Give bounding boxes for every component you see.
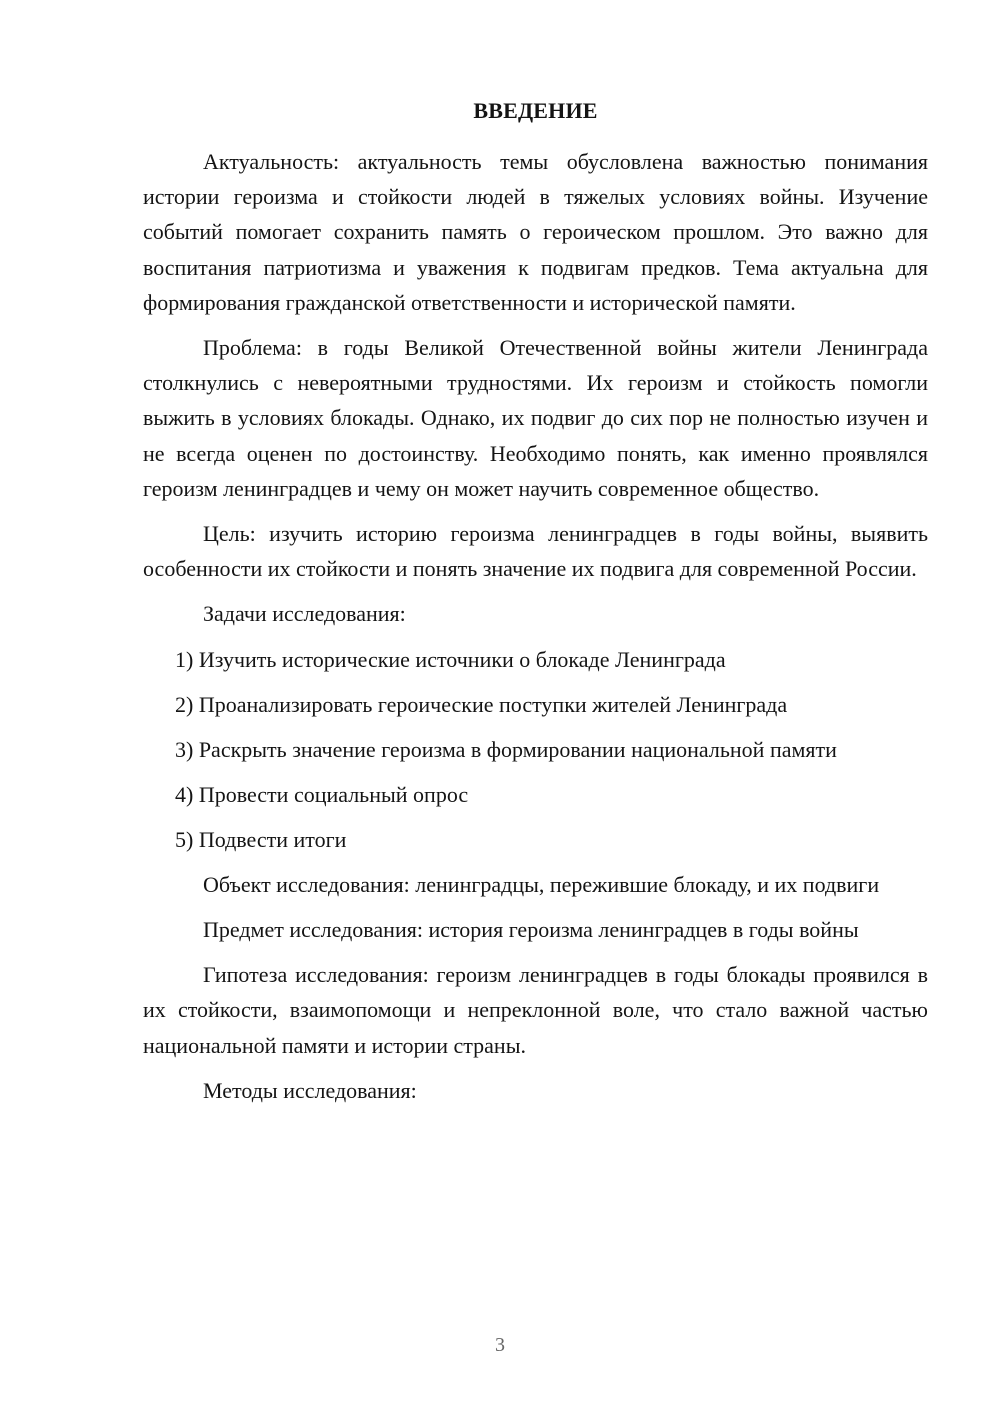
page-title: ВВЕДЕНИЕ — [473, 98, 598, 123]
task-item-4: 4) Провести социальный опрос — [175, 781, 469, 807]
methods-heading: Методы исследования: — [203, 1077, 417, 1103]
page-number: 3 — [495, 1334, 505, 1356]
paragraph-object: Объект исследования: ленинградцы, пережившие блокаду, и их подвиги — [203, 871, 880, 897]
page-content — [143, 96, 928, 1118]
task-item-2: 2) Проанализировать героические поступки жителей Ленинграда — [175, 691, 788, 717]
paragraph-relevance: Актуальность: актуальность темы обусловлена важностью понимания истории героизма и стойкости людей в тяжелых условиях войны. Изучение событий помогает сохранить память о героическом прошлом. Это важно для воспитания патриотизма и уважения к подвигам предков. Тема актуальна для формирования гражданской ответственности и исторической памяти. — [143, 149, 928, 315]
task-item-1: 1) Изучить исторические источники о блокаде Ленинграда — [175, 646, 726, 672]
task-item-3: 3) Раскрыть значение героизма в формировании национальной памяти — [175, 736, 837, 762]
paragraph-hypothesis: Гипотеза исследования: героизм ленинградцев в годы блокады проявился в их стойкости, взаимопомощи и непреклонной воле, что стало важной частью национальной памяти и истории страны. — [143, 962, 928, 1058]
task-item-5: 5) Подвести итоги — [175, 826, 347, 852]
tasks-list — [143, 642, 928, 857]
paragraph-subject: Предмет исследования: история героизма ленинградцев в годы войны — [203, 917, 859, 943]
tasks-heading: Задачи исследования: — [203, 601, 406, 627]
paragraph-goal: Цель: изучить историю героизма ленинградцев в годы войны, выявить особенности их стойкости и понять значение их подвига для современной России. — [143, 521, 928, 582]
paragraph-problem: Проблема: в годы Великой Отечественной войны жители Ленинграда столкнулись с невероятными трудностями. Их героизм и стойкость помогли выжить в условиях блокады. Однако, их подвиг до сих пор не полностью изучен и не всегда оценен по достоинству. Необходимо понять, как именно проявлялся героизм ленинградцев и чему он может научить современное общество. — [143, 335, 928, 501]
